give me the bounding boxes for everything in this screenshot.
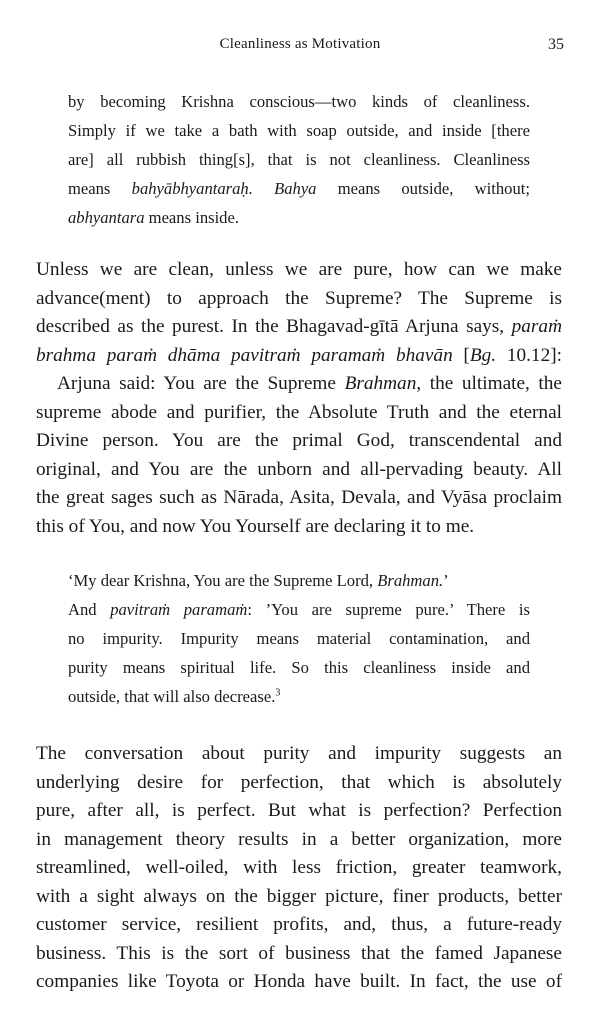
text-line: Arjuna said: You are the Supreme Brahman, the ultimate, the [57,373,562,394]
text-line: pure, after all, is perfect. But what is perfection? Perfection [36,800,562,821]
page-number: 35 [548,36,564,53]
block-quote-1 [68,87,530,232]
text-line: streamlined, well-oiled, with less friction, greater teamwork, [36,857,562,878]
quote-line: ‘My dear Krishna, You are the Supreme Lord, Brahman.’ [68,571,449,590]
quote-line: And pavitraṁ paramaṁ: ’You are supreme pure.’ There is [68,600,530,619]
block-quote-2 [68,566,530,711]
paragraph-1 [36,256,562,541]
quote-line: purity means spiritual life. So this cleanliness inside and [68,658,530,677]
text-line: customer service, resilient profits, and, thus, a future-ready [36,914,562,935]
text-line: with a sight always on the bigger picture, finer products, better [36,885,562,907]
text-line: The conversation about purity and impurity suggests an [36,743,562,764]
running-head [0,36,600,58]
quote-line: outside, that will also decrease.$^3$ [68,687,281,706]
text-line: supreme abode and purifier, the Absolute Truth and the eternal [36,401,562,423]
text-line: described as the purest. In the Bhagavad-gītā Arjuna says, paraṁ [36,316,562,337]
text-line: this of You, and now You Yourself are declaring it to me. [36,515,475,537]
text-line: Divine person. You are the primal God, transcendental and [36,430,562,451]
quote-line: by becoming Krishna conscious—two kinds of cleanliness. [68,92,530,111]
text-line: in management theory results in a better organization, more [36,828,562,850]
text-line: Unless we are clean, unless we are pure, how can we make [36,259,562,280]
text-line: business. This is the sort of business that the famed Japanese [36,942,562,964]
quote-line: no impurity. Impurity means material contamination, and [68,629,530,648]
text-line: companies like Toyota or Honda have built. In fact, the use of [36,971,562,992]
text-line: underlying desire for perfection, that which is absolutely [36,771,562,793]
quote-line: are] all rubbish thing[s], that is not cleanliness. Cleanliness [68,150,530,169]
footnote-reference: 3 [275,687,281,699]
quote-line: Simply if we take a bath with soap outside, and inside [there [68,121,530,140]
text-line: the great sages such as Nārada, Asita, Devala, and Vyāsa proclaim [36,487,562,508]
quote-line: means bahyābhyantaraḥ. Bahya means outside, without; [68,179,530,198]
running-title: Cleanliness as Motivation [219,36,381,52]
text-line: brahma paraṁ dhāma pavitraṁ paramaṁ bhavān [Bg. 10.12]: [36,344,562,366]
quote-line: abhyantara means inside. [68,208,239,227]
text-line: original, and You are the unborn and all-pervading beauty. All [36,458,562,480]
paragraph-2 [36,740,562,997]
text-line: advance(ment) to approach the Supreme? The Supreme is [36,287,562,309]
